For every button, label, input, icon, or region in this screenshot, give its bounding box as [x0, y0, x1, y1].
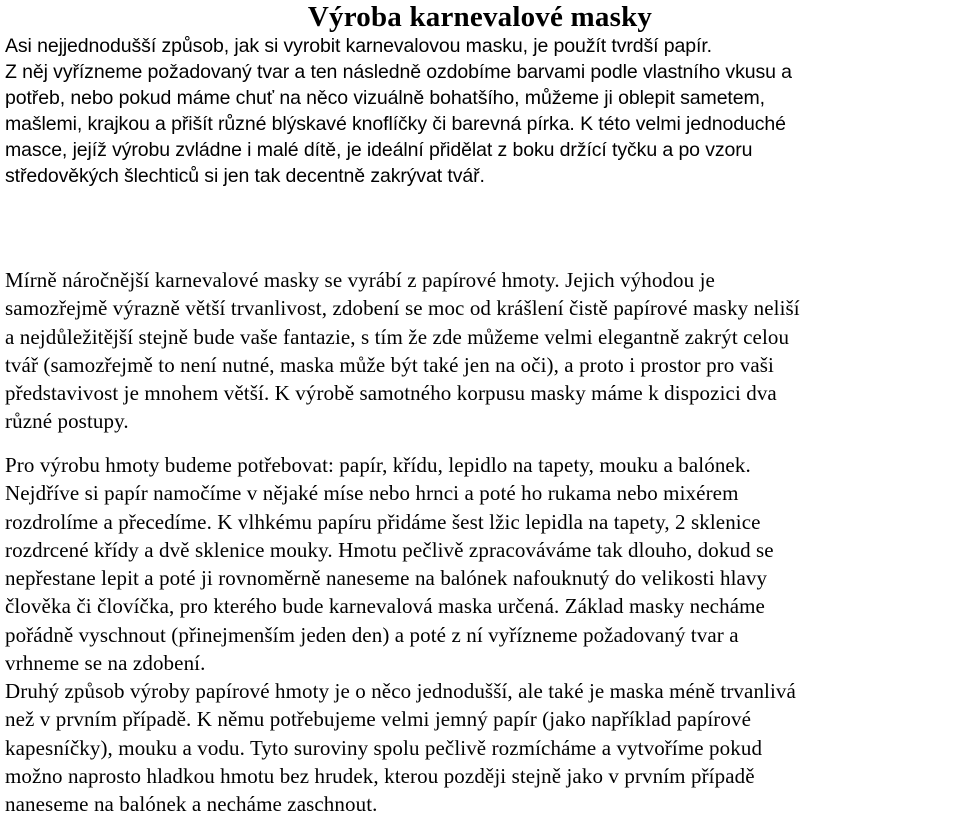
paragraph-first-method: Pro výrobu hmoty budeme potřebovat: papír, křídu, lepidlo na tapety, mouku a balónek. Nejdříve si papír namočíme v nějaké míse nebo hrnci a poté ho rukama nebo mixérem rozdrolíme a přecedíme. K vlhkému papíru přidáme šest lžic lepidla na tapety, 2 sklenice rozdrcené křídy a dvě sklenice mouky. Hmotu pečlivě zpracováváme tak dlouho, dokud se nepřestane lepit a poté ji rovnoměrně naneseme na balónek nafouknutý do velikosti hlavy člověka či človíčka, pro kterého bude karnevalová maska určená. Základ masky necháme pořádně vyschnout (přinejmenším jeden den) a poté z ní vyřízneme požadovaný tvar a vrhneme se na zdobení.: [5, 453, 774, 676]
paragraph-simple-paper-mask: Asi nejjednodušší způsob, jak si vyrobit karnevalovou masku, je použít tvrdší papír. Z něj vyřízneme požadovaný tvar a ten následně ozdobíme barvami podle vlastního vkusu a potřeb, nebo pokud máme chuť na něco vizuálně bohatšího, můžeme ji oblepit sametem, mašlemi, krajkou a přišít různé blýskavé knoflíčky či barevná pírka. K této velmi jednoduché masce, jejíž výrobu zvládne i malé dítě, je ideální přidělat z boku držící tyčku a po vzoru středověkých šlechticů si jen tak decentně zakrývat tvář.: [5, 35, 792, 187]
second-method-section: [5, 677, 955, 818]
paragraph-paper-mache-intro: Mírně náročnější karnevalové masky se vyrábí z papírové hmoty. Jejich výhodou je samozřejmě výrazně větší trvanlivost, zdobení se moc od krášlení čistě papírové masky neliší a nejdůležitější stejně bude vaše fantazie, s tím že zde můžeme velmi elegantně zakrýt celou tvář (samozřejmě to není nutné, maska může být také jen na oči), a proto i prostor pro vaši představivost je mnohem větší. K výrobě samotného korpusu masky máme k dispozici dva různé postupy.: [5, 268, 800, 434]
first-method-section: [5, 451, 955, 677]
paragraph-second-method: Druhý způsob výroby papírové hmoty je o něco jednodušší, ale také je maska méně trvanlivá než v prvním případě. K němu potřebujeme velmi jemný papír (jako například papírové kapesníčky), mouku a vodu. Tyto suroviny spolu pečlivě rozmícháme a vytvoříme pokud možno naprosto hladkou hmotu bez hrudek, kterou později stejně jako v prvním případě naneseme na balónek a necháme zaschnout.: [5, 679, 796, 817]
intro-section: [5, 33, 955, 189]
document-title: Výroba karnevalové masky: [307, 1, 653, 33]
paper-mache-section: [5, 266, 955, 436]
